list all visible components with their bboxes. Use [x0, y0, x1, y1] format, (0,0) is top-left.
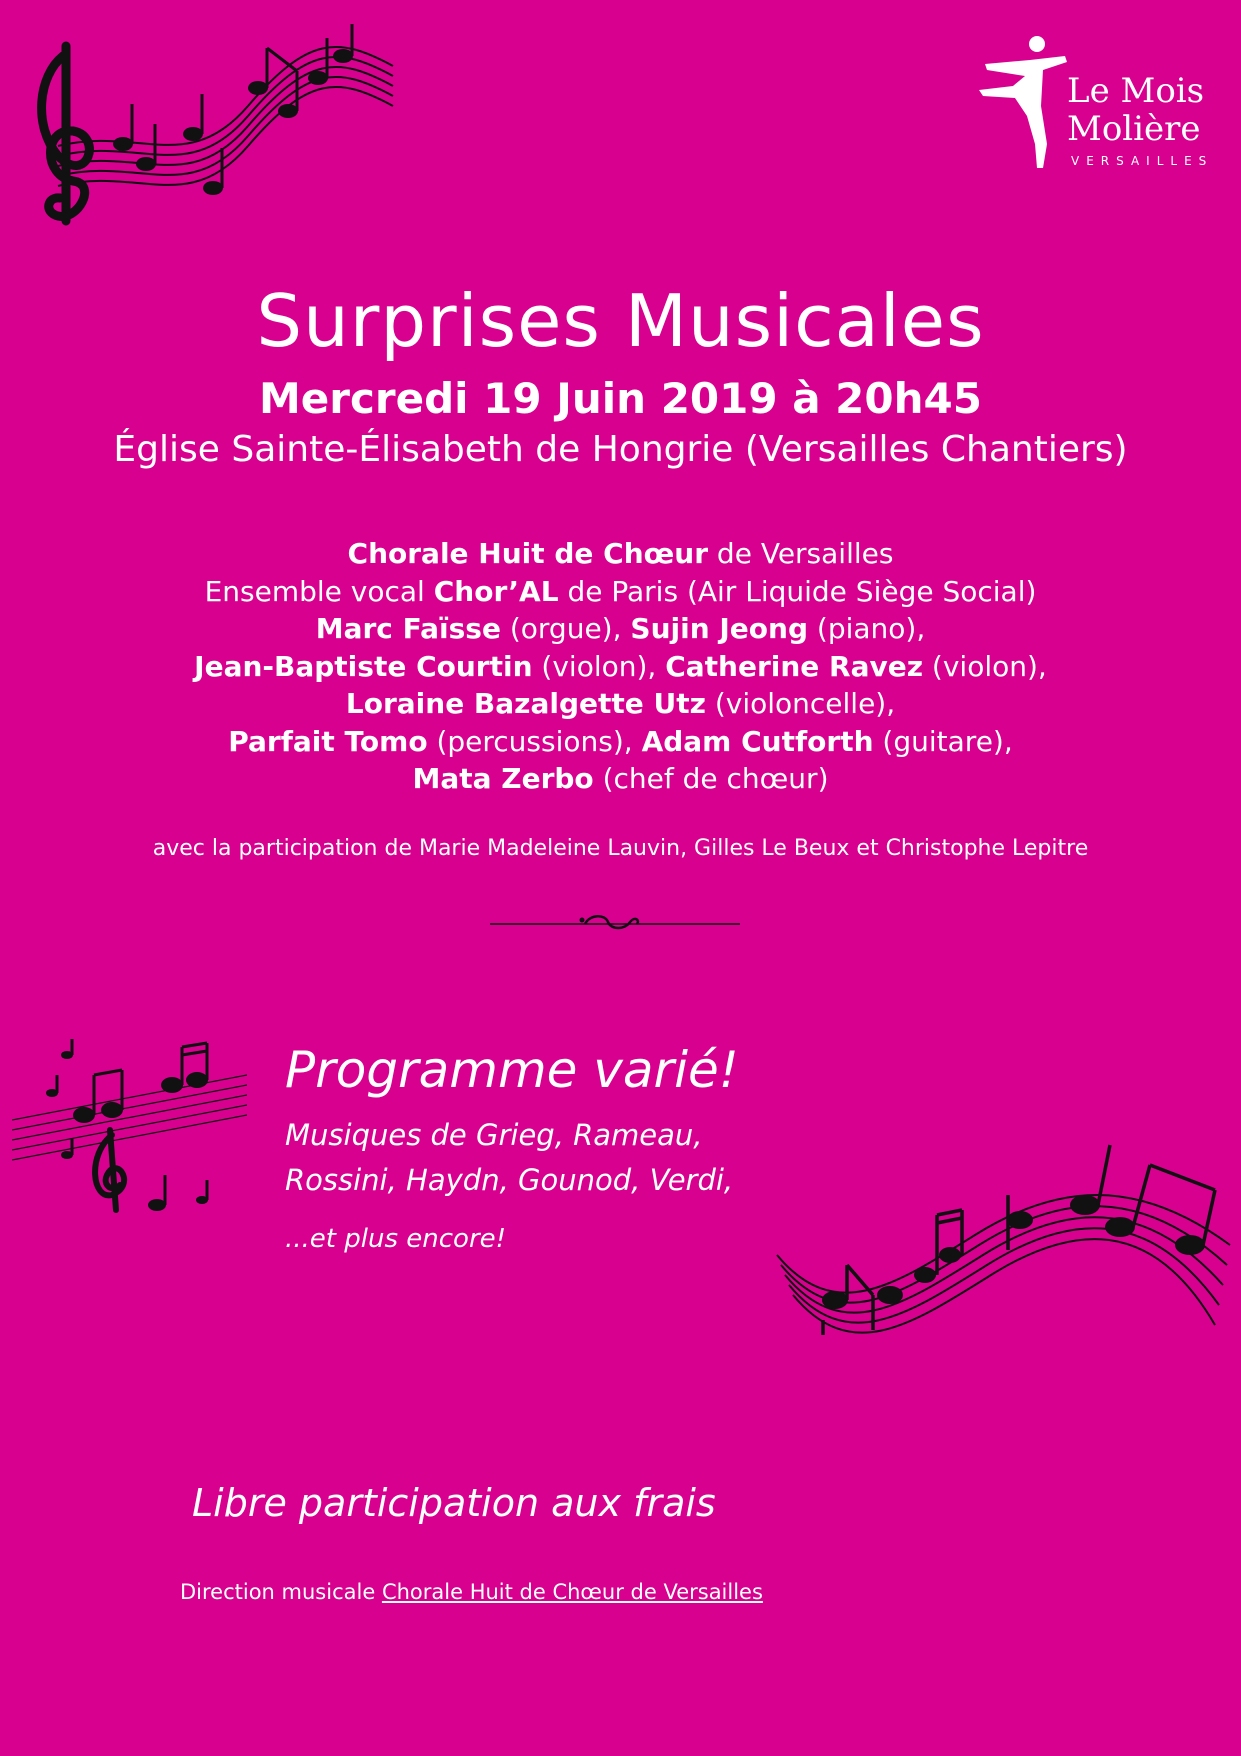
direction-musicale [180, 1582, 763, 1603]
direction-prefix: Direction musicale [180, 1580, 382, 1604]
programme-title: Programme varié! [285, 1041, 739, 1099]
ornamental-divider-icon [490, 910, 740, 938]
treble-clef-staff-icon [18, 16, 398, 246]
performer-line: Chorale Huit de Chœur de Versailles [347, 537, 894, 570]
performer-line: Marc Faïsse (orgue), Sujin Jeong (piano), [315, 612, 926, 645]
event-venue: Église Sainte-Élisabeth de Hongrie (Versailles Chantiers) [113, 429, 1128, 470]
direction-link[interactable]: Chorale Huit de Chœur de Versailles [381, 1580, 763, 1604]
music-notes-icon [12, 1035, 247, 1215]
performer-line: Ensemble vocal Chor’AL de Paris (Air Liquide Siège Social) [204, 574, 1037, 608]
dancer-silhouette-icon [975, 36, 1070, 171]
event-date: Mercredi 19 Juin 2019 à 20h45 [259, 374, 982, 423]
libre-participation: Libre participation aux frais [192, 1481, 716, 1525]
performer-line: Mata Zerbo (chef de chœur) [412, 762, 829, 795]
participation-text: avec la participation de Marie Madeleine Lauvin, Gilles Le Beux et Christophe Lepitre [152, 836, 1089, 861]
performers-list [0, 535, 1241, 798]
logo-text-line1: Le Mois [1067, 71, 1205, 111]
programme-line: Rossini, Haydn, Gounod, Verdi, [285, 1163, 734, 1197]
event-title: Surprises Musicales [256, 279, 985, 363]
le-mois-moliere-logo [975, 36, 1225, 176]
performer-line: Jean-Baptiste Courtin (violon), Catherine Ravez (violon), [194, 649, 1047, 683]
performer-line: Loraine Bazalgette Utz (violoncelle), [345, 687, 896, 720]
logo-subtitle: VERSAILLES [1071, 154, 1214, 168]
programme-line: ...et plus encore! [285, 1224, 507, 1254]
programme-line: Musiques de Grieg, Rameau, [285, 1118, 703, 1152]
performer-line: Parfait Tomo (percussions), Adam Cutforth (guitare), [228, 724, 1013, 758]
music-staff-wave-icon [775, 1135, 1241, 1370]
logo-text-line2: Molière [1067, 109, 1201, 149]
